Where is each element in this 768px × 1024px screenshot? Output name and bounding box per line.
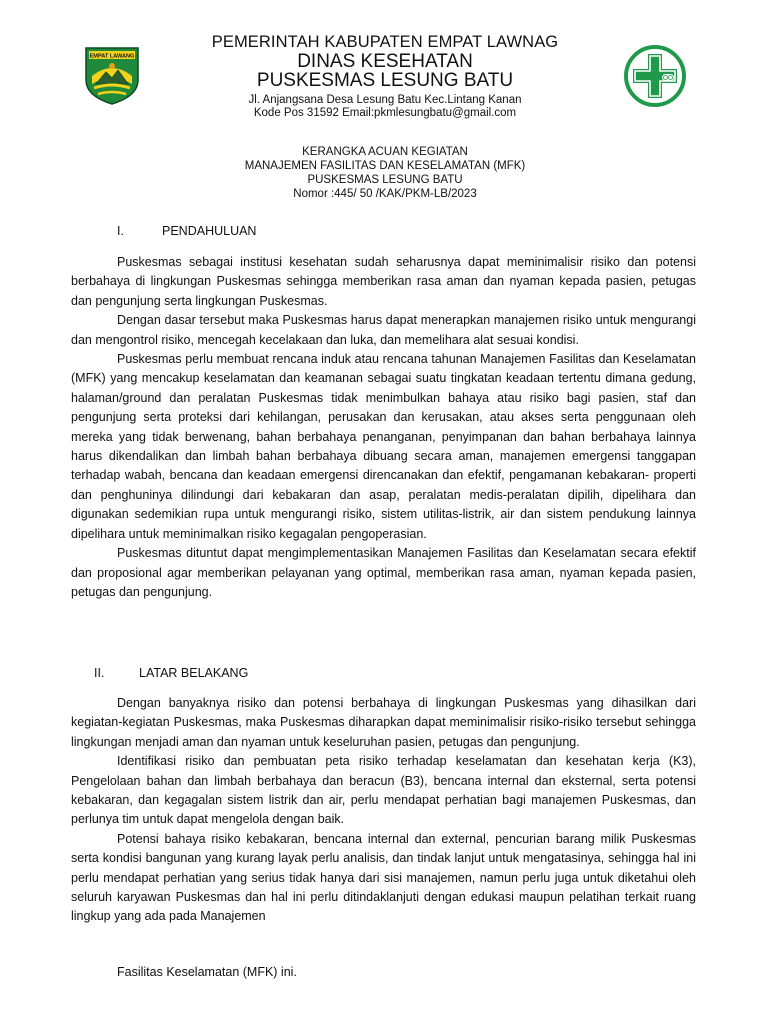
address-line: Jl. Anjangsana Desa Lesung Batu Kec.Lintang Kanan: [248, 94, 522, 106]
section-2-paragraph: Dengan banyaknya risiko dan potensi berbahaya di lingkungan Puskesmas yang dihasilkan dari kegiatan-kegiatan Puskesmas, maka Puskesmas diharapkan dapat meminimalisir risiko-risiko tersebut sehingga lingkungan menjadi aman dan nyaman untuk keseluruhan pasien, petugas dan pengunjung.: [71, 696, 696, 749]
puskesmas-cross-icon: [623, 44, 687, 108]
emblem-text: EMPAT LAWANG: [89, 53, 135, 60]
section-1-paragraph: Puskesmas perlu membuat rencana induk atau rencana tahunan Manajemen Fasilitas dan Keselamatan (MFK) yang mencakup keselamatan dan keamanan sebagai suatu tingkatan keadaan tertentu dimana gedung, halaman/ground dan peralatan Puskesmas tidak menimbulkan bahaya atau risiko bagi pasien, staf dan pengunjung serta proteksi dari kehilangan, perusakan dan kerusakan, atau akses serta penggunaan oleh mereka yang tidak berwenang, bahan berbahaya penanganan, penyimpanan dan bahan berbahaya lainnya harus dikendalikan dan limbah bahan berbahaya dibuang secara aman, manajemen emergensi tanggapan terhadap wabah, bencana dan keadaan emergensi direncanakan dan efektif, pengamanan kebakaran- properti dan penghuninya dilindungi dari kebakaran dan asap, peralatan medis-peralatan dipilih, dipelihara dan digunakan sedemikian rupa untuk mengurangi risiko, sistem utilitas-listrik, air dan sistem pendukung lainnya dipelihara untuk meminimalkan risiko kegagalan pengoperasian.: [71, 352, 696, 541]
section-1-paragraph: Dengan dasar tersebut maka Puskesmas harus dapat menerapkan manajemen risiko untuk mengurangi dan mengontrol risiko, mencegah kecelakaan dan luka, dan memelihara alat sesuai kondisi.: [71, 313, 696, 347]
department-name: DINAS KESEHATAN: [297, 51, 473, 72]
section-2-paragraph: Identifikasi risiko dan pembuatan peta risiko terhadap keselamatan dan kesehatan kerja (K3), Pengelolaan bahan dan limbah berbahaya dan beracun (B3), bencana internal dan eksternal, serta potensi kebakaran, dan kegagalan sistem listrik dan air, perlu mendapat perhatian bagi manajemen Puskesmas, dan perlunya tim untuk dapat mengelola dengan baik.: [71, 754, 696, 827]
regency-emblem-icon: [80, 44, 144, 106]
section-1-number: I.: [117, 224, 124, 238]
contact-line: Kode Pos 31592 Email:pkmlesungbatu@gmail.com: [253, 107, 517, 119]
document-title: [150, 145, 620, 201]
letterhead: [150, 33, 620, 120]
title-line-3: PUSKESMAS LESUNG BATU: [307, 174, 463, 186]
section-2-body: [71, 694, 696, 927]
section-1-paragraph: Puskesmas dituntut dapat mengimplementasikan Manajemen Fasilitas dan Keselamatan secara efektif dan proposional agar memberikan pelayanan yang optimal, memberikan rasa aman, nyaman kepada pasien, petugas dan pengunjung.: [71, 546, 696, 599]
section-1-paragraph: Puskesmas sebagai institusi kesehatan sudah seharusnya dapat meminimalisir risiko dan potensi berbahaya di lingkungan Puskesmas sehingga memberikan rasa aman dan nyaman kepada pasien, petugas dan pengunjung serta lingkungan Puskesmas.: [71, 255, 696, 308]
title-line-2: MANAJEMEN FASILITAS DAN KESELAMATAN (MFK): [244, 160, 526, 172]
government-name: PEMERINTAH KABUPATEN EMPAT LAWNAG: [211, 33, 559, 51]
section-1-title: PENDAHULUAN: [162, 224, 257, 238]
title-line-1: KERANGKA ACUAN KEGIATAN: [302, 146, 468, 158]
puskesmas-name: PUSKESMAS LESUNG BATU: [256, 70, 514, 91]
section-2-paragraph: Potensi bahaya risiko kebakaran, bencana internal dan external, pencurian barang milik Puskesmas serta kondisi bangunan yang kurang layak perlu analisis, dan tindak lanjut untuk mengatasinya, sehingga hal ini perlu mendapat perhatian yang serius tidak hanya dari sisi manajemen, namun perlu juga untuk diketahui oleh seluruh karyawan Puskesmas dan hal ini perlu ditindaklanjuti dengan edukasi maupun pelatihan terkait ruang lingkup yang ada pada Manajemen: [71, 831, 696, 924]
document-number: Nomor :445/ 50 /KAK/PKM-LB/2023: [293, 188, 477, 200]
section-2-number: II.: [94, 666, 105, 680]
section-2-title: LATAR BELAKANG: [139, 666, 249, 680]
section-1-body: [71, 253, 696, 602]
section-2-closing-line: Fasilitas Keselamatan (MFK) ini.: [117, 965, 297, 979]
